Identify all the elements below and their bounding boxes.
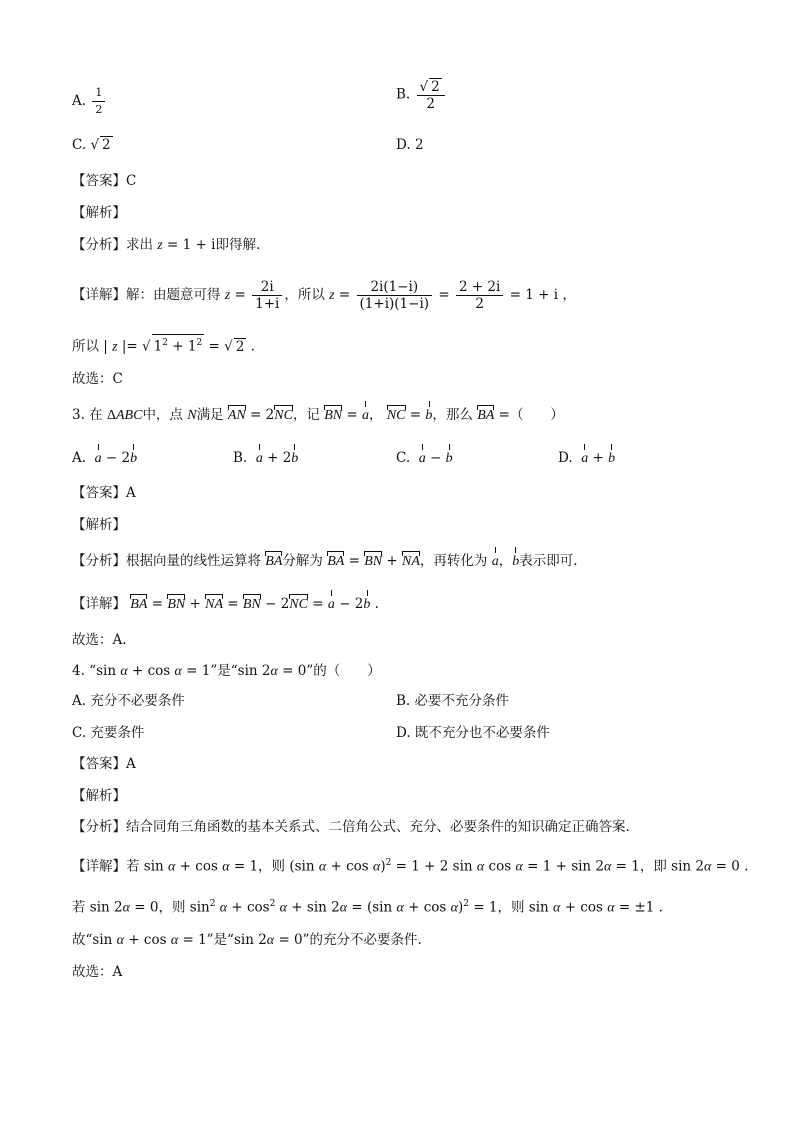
q2-option-b: B. $\frac{√ 2}{2}$ xyxy=(396,78,447,112)
q4-option-d: D. 既不充分也不必要条件 xyxy=(396,725,550,741)
q4-fenxi: 【分析】结合同角三角函数的基本关系式、二倍角公式、充分、必要条件的知识确定正确答案. xyxy=(72,819,630,835)
q4-line3: 故“sin α + cos α = 1”是“sin 2α = 0”的充分不必要条件. xyxy=(72,932,422,948)
q2-answer: 【答案】C xyxy=(72,173,137,189)
q3-option-a: A. a − 2b xyxy=(72,450,138,466)
q4-xiangjie: 【详解】若 sin α + cos α = 1，则 (sin α + cos α)$^2$ = 1 + 2 sin α cos α = 1 + sin 2α = 1，即 sin 2α = 0 . xyxy=(72,858,749,875)
q3-option-c: C. a − b xyxy=(396,450,453,466)
q4-option-b: B. 必要不充分条件 xyxy=(396,693,510,709)
q3-analysis-tag: 【解析】 xyxy=(72,517,126,533)
q4-choose: 故选：A xyxy=(72,964,123,980)
fraction-root2-over-2: $\frac{√ 2}{2}$ xyxy=(417,78,445,112)
q2-option-c: C. √ 2 xyxy=(72,137,111,153)
q2-choose: 故选：C xyxy=(72,371,123,387)
q4-option-c: C. 充要条件 xyxy=(72,725,145,741)
q2-analysis-tag: 【解析】 xyxy=(72,205,126,221)
q2-option-d: D. 2 xyxy=(396,137,424,153)
fraction-one-half: $\frac{1}{2}$ xyxy=(92,85,105,118)
q3-option-b: B. a + 2b xyxy=(233,450,299,466)
q2-fenxi: 【分析】求出 z = 1 + i即得解. xyxy=(72,237,261,253)
q4-answer: 【答案】A xyxy=(72,756,136,772)
q4-line2: 若 sin 2α = 0，则 $\sin^2 \alpha + \cos^2 \alpha + \sin 2\alpha = (\sin$ α + cos α)$^2$ = 1，则 sin α + cos α = ±1 . xyxy=(72,899,663,916)
q2-option-a: A. $\frac{1}{2}$ xyxy=(72,85,107,118)
q3-choose: 故选：A. xyxy=(72,632,127,648)
q4-analysis-tag: 【解析】 xyxy=(72,788,126,804)
q3-fenxi: 【分析】根据向量的线性运算将 BA分解为 BA = BN + NA，再转化为 a，b表示即可. xyxy=(72,553,578,569)
q3-xiangjie: 【详解】 BA = BN + NA = BN − 2NC = a − 2b . xyxy=(72,596,379,612)
q4-stem: 4. “sin α + cos α = 1”是“sin 2α = 0”的（ ） xyxy=(72,663,381,679)
q3-answer: 【答案】A xyxy=(72,485,136,501)
q2-modulus: 所以 | z |= √ $1^2 + 1^2$ = √ 2 . xyxy=(72,334,255,357)
q2-xiangjie: 【详解】解：由题意可得 z = $\frac{2i}{1+i}$ ，所以 z = $\frac{2i(1-i)}{(1+i)(1-i)}$ = $\frac{2 + 2i}{2}$ = 1 + i ， xyxy=(72,279,576,312)
q3-stem: 3. 在 ΔABC中，点 N满足 AN = 2NC，记 BN = a， NC = b，那么 BA =（ ） xyxy=(72,407,564,423)
q3-option-d: D. a + b xyxy=(558,450,616,466)
q4-option-a: A. 充分不必要条件 xyxy=(72,693,185,709)
